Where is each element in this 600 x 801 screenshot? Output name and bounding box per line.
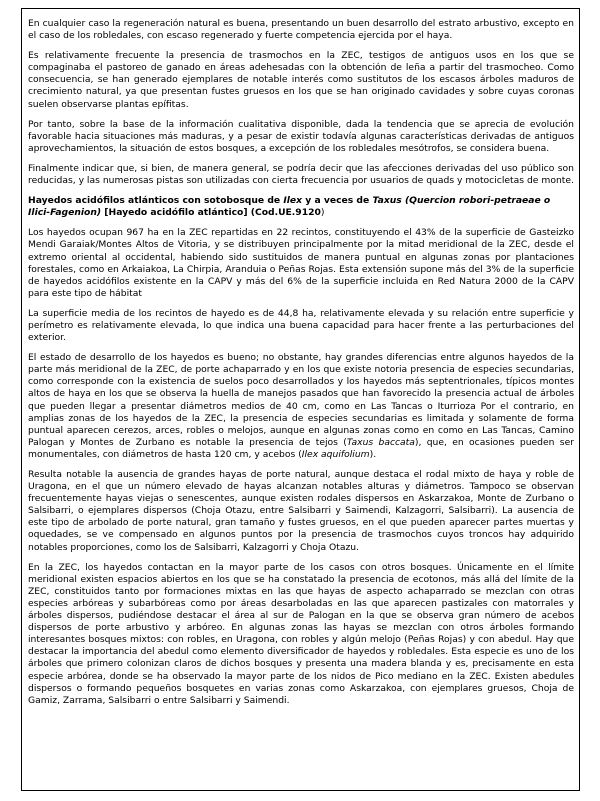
development-text-2: ), que, en ocasiones pueden ser monumentales, con diámetros de hasta 120 cm, y acebos ( — [28, 436, 574, 460]
heading-text-1: Hayedos acidófilos atlánticos con sotobosque de — [28, 195, 284, 207]
development-text-3: ). — [369, 448, 377, 460]
paragraph-trasmochos: Es relativamente frecuente la presencia de trasmochos en la ZEC, testigos de antiguos usos en los que se compaginaba el pastoreo de ganado en áreas adehesadas con la obtención de leña a partir del trasmocheo. Como consecuencia, se han generado ejemplares de notable interés como sustitutos de los escasos árboles maduros de crecimiento natural, ya que presentan fustes gruesos en los que se han originado cavidades y sobre cuyas coronas suelen observarse plantas epífitas. — [28, 50, 574, 110]
paragraph-regeneration: En cualquier caso la regeneración natural es buena, presentando un buen desarrollo del estrato arbustivo, excepto en el caso de los robledales, con escaso regenerado y fuerte competencia ejercida por el haya. — [28, 18, 574, 42]
paragraph-development — [28, 352, 574, 461]
page-frame — [21, 8, 580, 791]
heading-close: ) — [320, 207, 325, 219]
ilex-aquifolium: Ilex aquifolium — [301, 448, 370, 460]
heading-text-2: y a veces de — [302, 195, 373, 207]
paragraph-extension: Los hayedos ocupan 967 ha en la ZEC repartidas en 22 recintos, constituyendo el 43% de la superficie de Gasteizko Mendi Garaiak/Montes Altos de Vitoria, y se distribuyen principalmente por la mitad meridional de la ZEC, desde el extremo oriental al occidental, habiendo sido sustituidos de manera puntual en algunas zonas por plantaciones forestales, como en Arkaiakoa, La Chirpia, Aranduia o Peñas Rojas. Esta extensión supone más del 3% de la superficie de hayedos acidófilos existente en la CAPV y más del 6% de la superficie incluida en Red Natura 2000 de la CAPV para este tipo de hábitat — [28, 227, 574, 299]
heading-taxus: Taxus (Quercion robori-petraeae o Ilici-Fagenion) — [28, 195, 551, 219]
heading-text-3: [Hayedo acidófilo atlántico] (Cod.UE.9120 — [101, 207, 321, 219]
paragraph-surface: La superficie media de los recintos de hayedo es de 44,8 ha, relativamente elevada y su relación entre superficie y perímetro es relativamente elevada, lo que indica una buena capacidad para hacer frente a las perturbaciones del exterior. — [28, 307, 574, 344]
paragraph-conclusion: Por tanto, sobre la base de la información cualitativa disponible, dada la tendencia que se aprecia de evolución favorable hacia situaciones más maduras, y a pesar de existir todavía algunas características derivadas de antiguos aprovechamientos, la situación de estos bosques, a excepción de los robledales mesótrofos, se considera buena. — [28, 118, 574, 154]
development-text-1: El estado de desarrollo de los hayedos es bueno; no obstante, hay grandes diferencias entre algunos hayedos de la parte más meridional de la ZEC, de porte achaparrado y en los que existe notoria presencia de especies secundarias, como corresponde con la existencia de suelos poco desarrollados y los hayedos más septentrionales, típicos montes altos de haya en los que se observa la huella de manejos pasados que han favorecido la presencia actual de árboles que pueden llegar a presentar diámetros medios de 40 cm, como en Las Tancas o Iturrioza Por el contrario, en amplias zonas de los hayedos de la ZEC, la presencia de especies secundarias es limitada y solamente de forma puntual aparecen cerezos, arces, robles o melojos, aunque en algunas zonas como en como en Las Tancas, Camino Palogan y Montes de Zurbano es notable la presencia de tejos ( — [28, 352, 574, 448]
heading-ilex: Ilex — [283, 195, 303, 207]
paragraph-public-use: Finalmente indicar que, si bien, de manera general, se podría decir que las afecciones derivadas del uso público son reducidas, y las numerosas pistas son utilizadas con cierta frecuencia por usuarios de quads y motocicletas de monte. — [28, 162, 574, 187]
taxus-baccata: Taxus baccata — [346, 436, 415, 448]
paragraph-large-beeches: Resulta notable la ausencia de grandes hayas de porte natural, aunque destaca el rodal mixto de haya y roble de Uragona, en el que un número elevado de hayas alcanzan notables alturas y diámetros. Tampoco se observan frecuentemente hayas viejas o senescentes, aunque existen rodales dispersos en Askarzakoa, Monte de Zurbano o Salsibarri, o ejemplares dispersos (Choja Otazu, entre Salsibarri y Saimendi, Kalzagorri, Salsibarri). La ausencia de este tipo de arbolado de porte natural, gran tamaño y fustes gruesos, en el que pueden aparecer partes muertas y oquedades, se ve compensado en algunos puntos por la presencia de trasmochos cuyos troncos hay adquirido notables proporciones, como los de Salsibarri, Kalzagorri y Choja Otazu. — [28, 469, 574, 553]
document-body — [28, 18, 574, 707]
paragraph-contacts: En la ZEC, los hayedos contactan en la mayor parte de los casos con otros bosques. Únicamente en el límite meridional existen espacios abiertos en los que se ha constatado la presencia de ecotonos, más allá del límite de la ZEC, constituidos tanto por formaciones mixtas en las que hayas de aspecto achaparrado se mezclan con otras especies arbóreas y subarbóreas como por áreas desarboladas en las que aparecen pastizales con matorrales y árboles dispersos, pudiéndose destacar el área al sur de Palogan en la que se observa gran número de acebos dispersos de porte arbustivo y arbóreo. En algunas zonas las hayas se mezclan con otros árboles formando interesantes bosques mixtos: con robles, en Uragona, con robles y algún melojo (Peñas Rojas) y con abedul. Hay que destacar la importancia del abedul como elemento diversificador de hayedos y robledales. Esta especie es uno de los árboles que primero colonizan claros de dichos bosques y presenta una madera blanda y es, precisamente en esta especie arbórea, donde se ha observado la mayor parte de los nidos de Pico mediano en la ZEC. Existen abedules dispersos o formando pequeños bosquetes en varias zonas como Askarzakoa, con ejemplares gruesos, Choja de Gamiz, Zarrama, Salsibarri o entre Salsibarri y Saimendi. — [28, 561, 574, 706]
section-heading-9120 — [28, 195, 574, 219]
